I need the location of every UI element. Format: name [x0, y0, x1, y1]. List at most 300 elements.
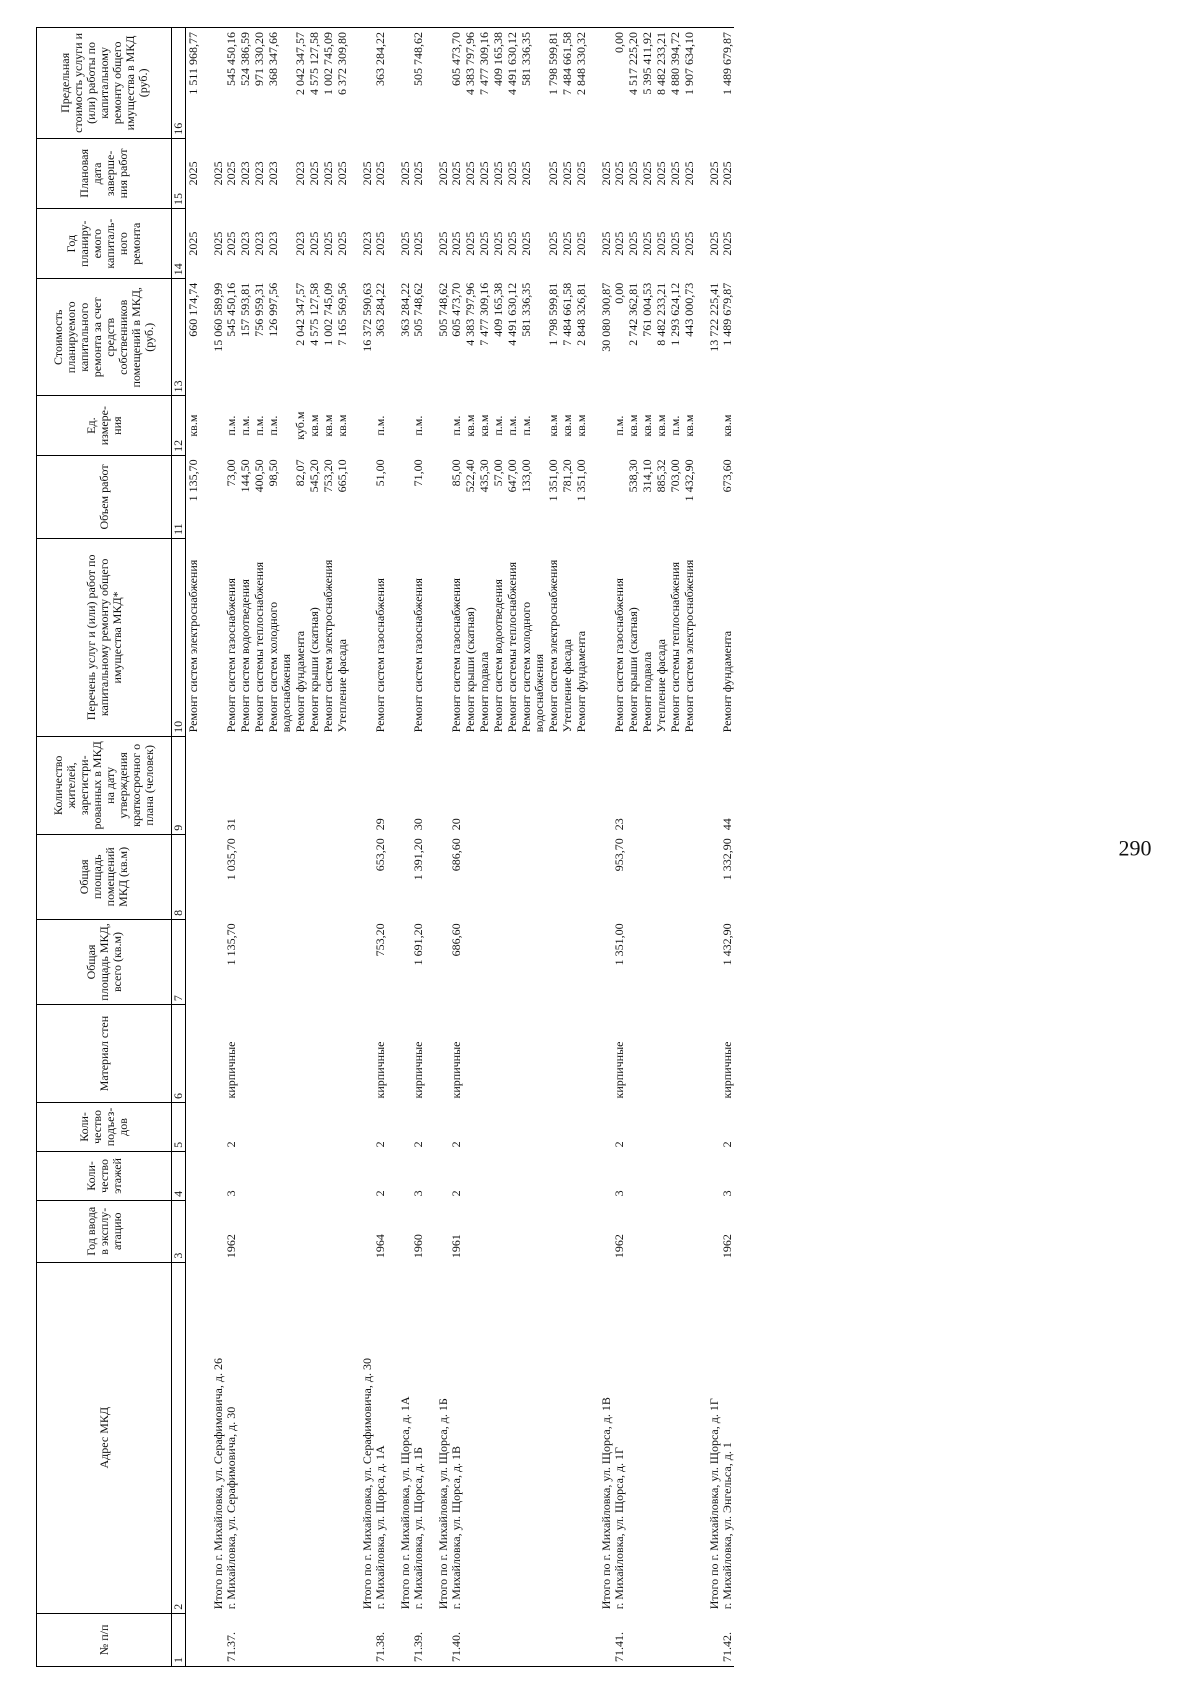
cell-col-15: 2025 — [307, 161, 321, 186]
cell-col-10: Утепление фасада — [335, 639, 349, 733]
cell-col-15: 2023 — [293, 161, 307, 186]
cell-col-9: 20 — [449, 818, 463, 831]
cell-col-10 — [588, 538, 613, 736]
cell-col-6 — [252, 1005, 266, 1103]
cell-col-16: 1 489 679,87 — [720, 32, 734, 95]
cell-col-3: 1962 — [224, 1234, 238, 1259]
work-row — [238, 28, 252, 1667]
cell-col-16: 581 336,35 — [519, 32, 533, 86]
column-header: Количество жителей, зарегистри-рованных в МКД на дату утверждения краткосрочног о плана (человек) — [37, 736, 172, 834]
cell-col-10 — [349, 538, 374, 736]
cell-col-7 — [335, 919, 349, 1004]
cell-col-7 — [626, 919, 640, 1004]
cell-col-5 — [252, 1102, 266, 1151]
cell-col-11 — [613, 455, 626, 538]
cell-col-4: 3 — [411, 1190, 425, 1197]
cell-col-12: кв.м — [682, 414, 696, 437]
cell-col-14: 2025 — [463, 231, 477, 256]
cell-col-1 — [696, 1613, 721, 1666]
cell-col-1 — [186, 1613, 201, 1666]
column-header: Плановая дата заверше-ния работ — [37, 138, 172, 208]
cell-col-14: 2025 — [560, 231, 574, 256]
cell-col-1 — [682, 1613, 696, 1666]
cell-col-4: 3 — [224, 1190, 238, 1197]
cell-col-4 — [696, 1151, 721, 1200]
cell-col-16: 4 517 225,20 — [626, 32, 640, 95]
cell-col-15: 2025 — [449, 161, 463, 186]
cell-col-15: 2025 — [398, 161, 412, 186]
cell-col-3 — [491, 1200, 505, 1262]
cell-col-11: 1 432,90 — [682, 459, 696, 502]
cell-col-10: Ремонт крыши (скатная) — [626, 607, 640, 733]
cell-col-11: 545,20 — [307, 459, 321, 493]
cell-col-13: 7 477 309,16 — [477, 282, 491, 346]
cell-col-5: 2 — [720, 1141, 734, 1148]
cell-col-14: 2025 — [491, 231, 505, 256]
cell-col-1 — [626, 1613, 640, 1666]
cell-col-12: кв.м — [560, 414, 574, 437]
cell-col-15: 2025 — [640, 161, 654, 186]
cell-col-10 — [387, 538, 412, 736]
work-row — [654, 28, 668, 1667]
cell-col-6 — [626, 1005, 640, 1103]
cell-col-10: Ремонт систем газоснабжения — [373, 578, 387, 733]
cell-col-8 — [321, 834, 335, 919]
cell-col-14: 2025 — [224, 231, 238, 256]
cell-col-15: 2025 — [505, 161, 519, 186]
cell-col-16: 0,00 — [612, 32, 626, 53]
cell-col-5 — [505, 1102, 519, 1151]
cell-col-3: 1961 — [449, 1234, 463, 1259]
building-row — [613, 28, 626, 1667]
cell-col-7 — [668, 919, 682, 1004]
cell-col-2 — [238, 1262, 252, 1613]
cell-col-6: кирпичные — [411, 1041, 425, 1099]
cell-col-16: 7 484 661,58 — [560, 32, 574, 95]
cell-col-8 — [668, 834, 682, 919]
cell-col-3 — [654, 1200, 668, 1262]
cell-col-14: 2025 — [477, 231, 491, 256]
cell-col-5 — [321, 1102, 335, 1151]
cell-col-10: Ремонт систем водоотведения — [238, 579, 252, 733]
cell-col-6 — [307, 1005, 321, 1103]
cell-col-15: 2025 — [707, 161, 721, 186]
building-row — [225, 28, 238, 1667]
cell-col-9 — [335, 736, 349, 834]
cell-col-3: 1962 — [720, 1234, 734, 1259]
cell-col-1 — [588, 1613, 613, 1666]
cell-col-7 — [640, 919, 654, 1004]
cell-col-2: г. Михайловка, ул. Энгельса, д. 1 — [720, 1442, 734, 1610]
cell-col-12 — [387, 396, 412, 456]
cell-col-2: г. Михайловка, ул. Щорса, д. 1Б — [411, 1447, 425, 1610]
cell-col-12: кв.м — [626, 414, 640, 437]
cell-col-7 — [560, 919, 574, 1004]
cell-col-6: кирпичные — [449, 1041, 463, 1099]
cell-col-2 — [307, 1262, 321, 1613]
cell-col-1 — [266, 1613, 293, 1666]
cell-col-3: 1960 — [411, 1234, 425, 1259]
cell-col-10: Ремонт систем газоснабжения — [411, 578, 425, 733]
cell-col-7 — [491, 919, 505, 1004]
cell-col-13: 363 284,22 — [398, 282, 412, 337]
page-number: 290 — [1118, 835, 1152, 861]
cell-col-3 — [682, 1200, 696, 1262]
cell-col-10: Ремонт системы теплоснабжения — [252, 561, 266, 733]
cell-col-8 — [307, 834, 321, 919]
cell-col-11 — [200, 455, 225, 538]
table-body — [186, 28, 735, 1667]
column-number: 3 — [172, 1200, 186, 1262]
cell-col-9: 30 — [411, 818, 425, 831]
cell-col-7 — [696, 919, 721, 1004]
cell-col-12: кв.м — [720, 414, 734, 437]
cell-col-1 — [335, 1613, 349, 1666]
cell-col-9 — [505, 736, 519, 834]
cell-col-8 — [266, 834, 293, 919]
cell-col-8 — [200, 834, 225, 919]
cell-col-7: 753,20 — [373, 923, 387, 957]
cell-col-5 — [186, 1102, 201, 1151]
cell-col-9: 44 — [720, 818, 734, 831]
cell-col-1 — [477, 1613, 491, 1666]
repair-plan-table — [36, 27, 734, 1667]
cell-col-6 — [463, 1005, 477, 1103]
cell-col-16: 2 848 330,32 — [574, 32, 588, 95]
cell-col-1 — [574, 1613, 588, 1666]
cell-col-12: кв.м — [463, 414, 477, 437]
cell-col-13: 756 959,31 — [252, 282, 266, 337]
work-row — [335, 28, 349, 1667]
cell-col-15: 2025 — [560, 161, 574, 186]
cell-col-5 — [668, 1102, 682, 1151]
cell-col-3 — [266, 1200, 293, 1262]
work-row — [293, 28, 307, 1667]
total-row — [425, 28, 450, 1667]
cell-col-14: 2025 — [626, 231, 640, 256]
cell-col-4 — [293, 1151, 307, 1200]
cell-col-10: Ремонт систем электроснабжения — [186, 559, 200, 733]
cell-col-15: 2025 — [599, 161, 613, 186]
cell-col-14: 2025 — [640, 231, 654, 256]
cell-col-15: 2023 — [266, 161, 280, 186]
cell-col-7 — [463, 919, 477, 1004]
cell-col-11 — [696, 455, 721, 538]
cell-col-6 — [588, 1005, 613, 1103]
cell-col-7 — [387, 919, 412, 1004]
cell-col-5 — [293, 1102, 307, 1151]
column-header: Адрес МКД — [37, 1262, 172, 1613]
cell-col-11: 522,40 — [463, 459, 477, 493]
cell-col-12: кв.м — [307, 414, 321, 437]
cell-col-3 — [574, 1200, 588, 1262]
cell-col-13: 761 004,53 — [640, 282, 654, 337]
cell-col-5: 2 — [449, 1141, 463, 1148]
cell-col-2 — [519, 1262, 546, 1613]
cell-col-4 — [682, 1151, 696, 1200]
cell-col-15: 2025 — [654, 161, 668, 186]
cell-col-3: 1962 — [612, 1234, 626, 1259]
column-number: 14 — [172, 209, 186, 279]
column-header: Год ввода в эксплу-атацию — [37, 1200, 172, 1262]
cell-col-16: 1 907 634,10 — [682, 32, 696, 95]
work-row — [252, 28, 266, 1667]
cell-col-7 — [307, 919, 321, 1004]
cell-col-15: 2025 — [360, 161, 374, 186]
cell-col-6 — [682, 1005, 696, 1103]
cell-col-6 — [519, 1005, 546, 1103]
cell-col-3 — [293, 1200, 307, 1262]
cell-col-7 — [519, 919, 546, 1004]
cell-col-3 — [252, 1200, 266, 1262]
cell-col-5 — [560, 1102, 574, 1151]
cell-col-10 — [696, 538, 721, 736]
cell-col-15: 2025 — [546, 161, 560, 186]
cell-col-16: 505 748,62 — [411, 32, 425, 86]
cell-col-4 — [477, 1151, 491, 1200]
cell-col-2 — [668, 1262, 682, 1613]
cell-col-12: п.м. — [238, 415, 252, 436]
cell-col-13: 505 748,62 — [436, 282, 450, 337]
cell-col-12: кв.м — [654, 414, 668, 437]
column-header: Общая площадь помещений МКД (кв.м) — [37, 834, 172, 919]
cell-col-2 — [574, 1262, 588, 1613]
cell-col-8 — [546, 834, 560, 919]
cell-col-14: 2025 — [373, 231, 387, 256]
building-row — [374, 28, 387, 1667]
cell-col-16: 7 477 309,16 — [477, 32, 491, 95]
cell-col-10: Ремонт систем газоснабжения — [449, 578, 463, 733]
cell-col-1 — [654, 1613, 668, 1666]
cell-col-6: кирпичные — [224, 1041, 238, 1099]
cell-col-9: 31 — [224, 818, 238, 831]
cell-col-5 — [640, 1102, 654, 1151]
cell-col-11: 781,20 — [560, 459, 574, 493]
cell-col-13: 13 722 225,41 — [707, 282, 721, 352]
cell-col-12: кв.м — [477, 414, 491, 437]
cell-col-15: 2023 — [252, 161, 266, 186]
column-number: 7 — [172, 919, 186, 1004]
column-header: Объем работ — [37, 455, 172, 538]
column-number: 15 — [172, 138, 186, 208]
cell-col-4 — [654, 1151, 668, 1200]
cell-col-11: 82,07 — [293, 459, 307, 487]
cell-col-6 — [425, 1005, 450, 1103]
cell-col-3 — [668, 1200, 682, 1262]
cell-col-16: 4 383 797,96 — [463, 32, 477, 95]
cell-col-14: 2023 — [360, 231, 374, 256]
cell-col-15: 2025 — [612, 161, 626, 186]
cell-col-8 — [349, 834, 374, 919]
cell-col-13: 7 484 661,58 — [560, 282, 574, 346]
cell-col-11: 753,20 — [321, 459, 335, 493]
cell-col-10: Ремонт систем электроснабжения — [546, 559, 560, 733]
cell-col-7 — [266, 919, 293, 1004]
cell-col-7: 1 135,70 — [224, 923, 238, 966]
cell-col-11: 1 135,70 — [186, 459, 200, 502]
cell-col-8 — [696, 834, 721, 919]
cell-col-4 — [560, 1151, 574, 1200]
cell-col-2: г. Михайловка, ул. Щорса, д. 1А — [373, 1445, 387, 1610]
cell-col-2: Итого по г. Михайловка, ул. Щорса, д. 1Г — [707, 1398, 721, 1610]
cell-col-10: Ремонт системы теплоснабжения — [668, 561, 682, 733]
cell-col-1 — [505, 1613, 519, 1666]
cell-col-10: Ремонт крыши (скатная) — [463, 607, 477, 733]
cell-col-3 — [307, 1200, 321, 1262]
cell-col-12: кв.м — [640, 414, 654, 437]
cell-col-8 — [463, 834, 477, 919]
cell-col-14: 2025 — [574, 231, 588, 256]
cell-col-4 — [574, 1151, 588, 1200]
cell-col-5 — [491, 1102, 505, 1151]
cell-col-5: 2 — [411, 1141, 425, 1148]
cell-col-15: 2025 — [682, 161, 696, 186]
cell-col-1: 71.40. — [449, 1632, 463, 1662]
cell-col-14: 2025 — [668, 231, 682, 256]
cell-col-11: 85,00 — [449, 459, 463, 487]
cell-col-6 — [654, 1005, 668, 1103]
building-row — [412, 28, 425, 1667]
cell-col-4 — [626, 1151, 640, 1200]
cell-col-2: Итого по г. Михайловка, ул. Щорса, д. 1Б — [436, 1398, 450, 1610]
column-number: 8 — [172, 834, 186, 919]
cell-col-5: 2 — [224, 1141, 238, 1148]
cell-col-1 — [546, 1613, 560, 1666]
cell-col-11: 885,32 — [654, 459, 668, 493]
cell-col-11: 647,00 — [505, 459, 519, 493]
cell-col-16 — [588, 28, 613, 139]
cell-col-8 — [238, 834, 252, 919]
cell-col-2 — [654, 1262, 668, 1613]
cell-col-6 — [186, 1005, 201, 1103]
cell-col-8 — [519, 834, 546, 919]
cell-col-9 — [463, 736, 477, 834]
cell-col-8 — [626, 834, 640, 919]
cell-col-9 — [574, 736, 588, 834]
cell-col-11: 57,00 — [491, 459, 505, 487]
cell-col-12 — [200, 396, 225, 456]
cell-col-9 — [696, 736, 721, 834]
cell-col-9 — [546, 736, 560, 834]
cell-col-13: 581 336,35 — [519, 282, 533, 337]
cell-col-16: 4 880 394,72 — [668, 32, 682, 95]
cell-col-2: Итого по г. Михайловка, ул. Щорса, д. 1В — [599, 1397, 613, 1610]
cell-col-3 — [387, 1200, 412, 1262]
column-number: 13 — [172, 279, 186, 396]
cell-col-13: 1 002 745,09 — [321, 282, 335, 346]
cell-col-1: 71.37. — [224, 1632, 238, 1662]
cell-col-10: Ремонт крыши (скатная) — [307, 607, 321, 733]
cell-col-10: Ремонт систем водоотведения — [491, 579, 505, 733]
cell-col-6 — [574, 1005, 588, 1103]
cell-col-16: 524 386,59 — [238, 32, 252, 86]
cell-col-3 — [696, 1200, 721, 1262]
cell-col-3 — [238, 1200, 252, 1262]
cell-col-13: 1 489 679,87 — [720, 282, 734, 346]
column-number: 12 — [172, 396, 186, 456]
cell-col-1 — [238, 1613, 252, 1666]
cell-col-3 — [477, 1200, 491, 1262]
cell-col-4: 3 — [612, 1190, 626, 1197]
cell-col-14: 2025 — [307, 231, 321, 256]
cell-col-4 — [335, 1151, 349, 1200]
work-row — [321, 28, 335, 1667]
cell-col-8 — [588, 834, 613, 919]
cell-col-13: 8 482 233,21 — [654, 282, 668, 346]
cell-col-7: 1 432,90 — [720, 923, 734, 966]
cell-col-15: 2025 — [463, 161, 477, 186]
column-header: Год планиру-емого капиталь-ного ремонта — [37, 209, 172, 279]
cell-col-4 — [252, 1151, 266, 1200]
cell-col-9 — [200, 736, 225, 834]
cell-col-14: 2025 — [720, 231, 734, 256]
column-header: № п/п — [37, 1613, 172, 1666]
cell-col-14: 2025 — [546, 231, 560, 256]
cell-col-6 — [696, 1005, 721, 1103]
cell-col-15: 2025 — [436, 161, 450, 186]
cell-col-9 — [252, 736, 266, 834]
cell-col-11 — [425, 455, 450, 538]
cell-col-1 — [349, 1613, 374, 1666]
cell-col-3 — [505, 1200, 519, 1262]
cell-col-8 — [293, 834, 307, 919]
cell-col-8 — [387, 834, 412, 919]
cell-col-2 — [640, 1262, 654, 1613]
work-row — [560, 28, 574, 1667]
work-row — [682, 28, 696, 1667]
cell-col-5 — [266, 1102, 293, 1151]
cell-col-9 — [425, 736, 450, 834]
cell-col-2: г. Михайловка, ул. Щорса, д. 1В — [449, 1445, 463, 1610]
work-row — [463, 28, 477, 1667]
cell-col-3 — [200, 1200, 225, 1262]
cell-col-12: п.м. — [373, 415, 387, 436]
cell-col-10: Ремонт систем электроснабжения — [682, 559, 696, 733]
cell-col-15: 2025 — [477, 161, 491, 186]
cell-col-1 — [491, 1613, 505, 1666]
cell-col-14: 2025 — [505, 231, 519, 256]
cell-col-13: 660 174,74 — [186, 282, 200, 337]
cell-col-14: 2025 — [654, 231, 668, 256]
work-row — [640, 28, 654, 1667]
cell-col-1 — [200, 1613, 225, 1666]
cell-col-12: кв.м — [574, 414, 588, 437]
cell-col-2 — [626, 1262, 640, 1613]
cell-col-5: 2 — [612, 1141, 626, 1148]
cell-col-4 — [200, 1151, 225, 1200]
cell-col-16: 605 473,70 — [449, 32, 463, 86]
cell-col-11: 314,10 — [640, 459, 654, 493]
cell-col-14: 2023 — [238, 231, 252, 256]
work-row — [477, 28, 491, 1667]
total-row — [349, 28, 374, 1667]
cell-col-13: 363 284,22 — [373, 282, 387, 337]
cell-col-15: 2025 — [373, 161, 387, 186]
cell-col-13: 126 997,56 — [266, 282, 280, 337]
cell-col-12: кв.м — [321, 414, 335, 437]
cell-col-8 — [654, 834, 668, 919]
cell-col-2 — [293, 1262, 307, 1613]
cell-col-13: 4 491 630,12 — [505, 282, 519, 346]
cell-col-7 — [238, 919, 252, 1004]
cell-col-13: 505 748,62 — [411, 282, 425, 337]
cell-col-11: 435,30 — [477, 459, 491, 493]
cell-col-14: 2025 — [436, 231, 450, 256]
cell-col-3 — [425, 1200, 450, 1262]
cell-col-4 — [519, 1151, 546, 1200]
cell-col-13: 545 450,16 — [224, 282, 238, 337]
cell-col-15: 2025 — [321, 161, 335, 186]
